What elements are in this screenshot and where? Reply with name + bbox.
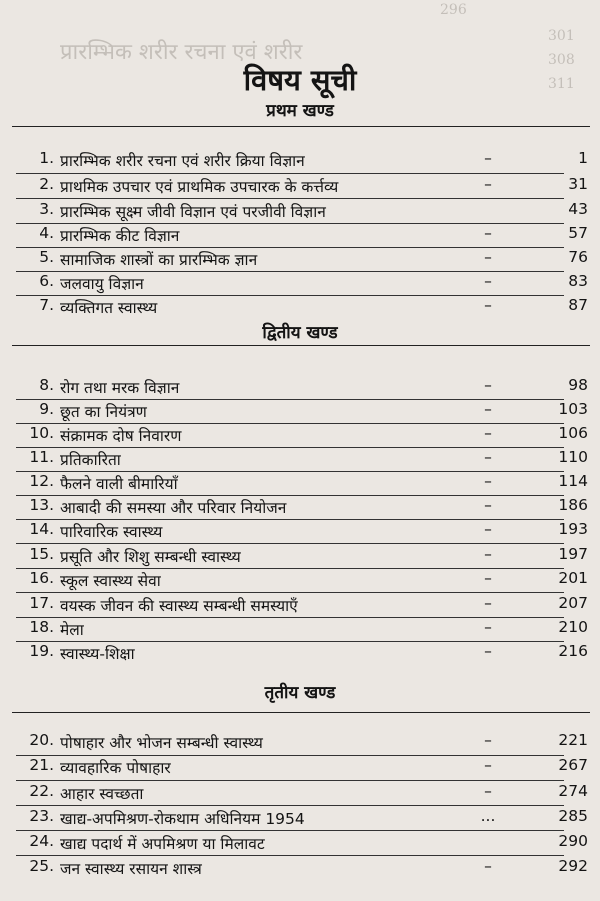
entry-number: 25. [29, 857, 54, 875]
entry-page: 87 [568, 296, 588, 314]
entry-title: व्यक्तिगत स्वास्थ्य [60, 299, 158, 317]
entry-dash: – [484, 376, 492, 394]
row-divider [16, 198, 564, 199]
entry-number: 12. [29, 472, 54, 490]
toc-entry [20, 424, 588, 448]
section-divider [12, 345, 590, 346]
entry-title: प्रारम्भिक कीट विज्ञान [60, 227, 180, 245]
section-heading-1: प्रथम खण्ड [266, 101, 334, 121]
entry-title: प्रसूति और शिशु सम्बन्धी स्वास्थ्य [60, 548, 241, 566]
entry-title: जलवायु विज्ञान [60, 275, 144, 293]
toc-entry [20, 149, 588, 173]
entry-page: 193 [558, 520, 588, 538]
entry-number: 21. [29, 756, 54, 774]
entry-page: 1 [578, 149, 588, 167]
entry-dash: – [484, 594, 492, 612]
toc-entry [20, 545, 588, 569]
entry-number: 11. [29, 448, 54, 466]
entry-page: 201 [558, 569, 588, 587]
entry-dash: – [484, 618, 492, 636]
row-divider [16, 543, 564, 544]
toc-page: 296 301 308 311 प्रारम्भिक शरीर रचना एवं शरीर विषय सूची प्रथम खण्ड 1. प्रारम्भिक शरीर रचना एवं शरीर क्रिया विज्ञान – 1 2. प्राथमिक उपचार एवं प्राथमिक उपचारक के कर्त्तव्य – 31 3. प्रारम्भिक सूक्ष्म जीवी विज्ञान एवं परजीवी विज्ञान 43 4. प्रारम्भिक कीट विज्ञान – 57 5. सामाजिक शास्त्रों का प्रारम्भिक ज्ञान – 76 6. जलवायु विज्ञान – 83 7. व्यक्तिगत स्वास्थ्य – 87 द्वितीय खण्ड 8. रोग तथा मरक विज्ञान – 98 9. छूत का नियंत्रण – 103 10. संक्रामक दोष निवारण – 106 11. प्रतिकारिता – 110 12. फैलने वाली बीमारियाँ – 114 13. आबादी की समस्या और परिवार नियोजन – 186 14. पारिवारिक स्वास्थ्य – 193 15. प्रसूति और शिशु सम्बन्धी स्वास्थ्य – 197 16. स्कूल स्वास्थ्य सेवा – 201 17. वयस्क जीवन की स्वास्थ्य सम्बन्धी समस्याएँ – 207 18. मेला – 210 19. स्वास्थ्य-शिक्षा – 216 तृतीय खण्ड 20. पोषाहार और भोजन सम्बन्धी स्वास्थ्य – 221 21. व्यावहारिक पोषाहार – 267 22. आहार स्वच्छता – 274 23. खाद्य-अपमिश्रण-रोकथाम अधिनियम 1954 ... 285 24. खाद्य पदार्थ में अपमिश्रण या मिलावट 290 25. जन स्वास्थ्य रसायन शास्त्र – 292 [0, 0, 600, 901]
entry-dash: – [484, 569, 492, 587]
row-divider [16, 805, 564, 806]
entry-page: 106 [558, 424, 588, 442]
entry-number: 7. [39, 296, 54, 314]
section-heading-3: तृतीय खण्ड [264, 683, 336, 703]
row-divider [16, 592, 564, 593]
entry-page: 267 [558, 756, 588, 774]
toc-entry [20, 400, 588, 424]
entry-page: 197 [558, 545, 588, 563]
toc-entry [20, 248, 588, 272]
entry-page: 110 [558, 448, 588, 466]
entry-dash: – [484, 520, 492, 538]
entry-title: प्राथमिक उपचार एवं प्राथमिक उपचारक के कर्त्तव्य [60, 178, 339, 196]
entry-dash: ... [480, 807, 496, 825]
entry-dash: – [484, 472, 492, 490]
entry-title: मेला [60, 621, 84, 639]
entry-page: 274 [558, 782, 588, 800]
entry-number: 8. [39, 376, 54, 394]
entry-title: स्वास्थ्य-शिक्षा [60, 645, 135, 663]
entry-dash: – [484, 756, 492, 774]
row-divider [16, 830, 564, 831]
entry-number: 13. [29, 496, 54, 514]
entry-dash: – [484, 731, 492, 749]
entry-number: 19. [29, 642, 54, 660]
entry-dash: – [484, 248, 492, 266]
entry-number: 20. [29, 731, 54, 749]
entry-page: 57 [568, 224, 588, 242]
entry-number: 18. [29, 618, 54, 636]
section-divider [12, 712, 590, 713]
entry-number: 3. [39, 200, 54, 218]
entry-number: 5. [39, 248, 54, 266]
toc-entry [20, 594, 588, 618]
entry-page: 114 [558, 472, 588, 490]
toc-entry [20, 520, 588, 544]
entry-page: 290 [558, 832, 588, 850]
entry-dash: – [484, 545, 492, 563]
entry-title: पोषाहार और भोजन सम्बन्धी स्वास्थ्य [60, 734, 263, 752]
entry-number: 15. [29, 545, 54, 563]
entry-title: व्यावहारिक पोषाहार [60, 759, 171, 777]
entry-number: 2. [39, 175, 54, 193]
entry-dash: – [484, 272, 492, 290]
toc-title: विषय सूची [243, 63, 357, 97]
entry-page: 207 [558, 594, 588, 612]
entry-number: 23. [29, 807, 54, 825]
entry-dash: – [484, 448, 492, 466]
entry-dash: – [484, 400, 492, 418]
entry-page: 43 [568, 200, 588, 218]
entry-dash: – [484, 857, 492, 875]
entry-title: फैलने वाली बीमारियाँ [60, 475, 178, 493]
toc-entry [20, 175, 588, 199]
toc-entry [20, 496, 588, 520]
entry-dash: – [484, 782, 492, 800]
entry-dash: – [484, 296, 492, 314]
entry-dash: – [484, 642, 492, 660]
toc-entry [20, 857, 588, 881]
toc-entry [20, 448, 588, 472]
entry-number: 1. [39, 149, 54, 167]
entry-page: 31 [568, 175, 588, 193]
entry-number: 17. [29, 594, 54, 612]
toc-entry [20, 756, 588, 780]
entry-title: संक्रामक दोष निवारण [60, 427, 182, 445]
entry-page: 221 [558, 731, 588, 749]
toc-entry [20, 472, 588, 496]
entry-page: 76 [568, 248, 588, 266]
entry-title: प्रारम्भिक शरीर रचना एवं शरीर क्रिया विज्ञान [60, 152, 305, 170]
entry-number: 22. [29, 782, 54, 800]
toc-entry [20, 618, 588, 642]
entry-number: 16. [29, 569, 54, 587]
entry-page: 103 [558, 400, 588, 418]
entry-page: 216 [558, 642, 588, 660]
entry-number: 24. [29, 832, 54, 850]
toc-entry [20, 642, 588, 666]
toc-entry [20, 731, 588, 755]
toc-entry [20, 296, 588, 320]
entry-title: खाद्य-अपमिश्रण-रोकथाम अधिनियम 1954 [60, 810, 305, 828]
entry-number: 4. [39, 224, 54, 242]
toc-entry [20, 200, 588, 224]
toc-entry [20, 569, 588, 593]
toc-entry [20, 782, 588, 806]
entry-page: 285 [558, 807, 588, 825]
entry-page: 186 [558, 496, 588, 514]
entry-title: स्कूल स्वास्थ्य सेवा [60, 572, 161, 590]
entry-page: 98 [568, 376, 588, 394]
entry-title: रोग तथा मरक विज्ञान [60, 379, 180, 397]
entry-page: 210 [558, 618, 588, 636]
entry-dash: – [484, 175, 492, 193]
entry-number: 14. [29, 520, 54, 538]
entry-title: प्रारम्भिक सूक्ष्म जीवी विज्ञान एवं परजीवी विज्ञान [60, 203, 326, 221]
toc-entry [20, 832, 588, 856]
entry-dash: – [484, 224, 492, 242]
entry-dash: – [484, 424, 492, 442]
entry-title: सामाजिक शास्त्रों का प्रारम्भिक ज्ञान [60, 251, 258, 269]
row-divider [16, 173, 564, 174]
entry-title: आबादी की समस्या और परिवार नियोजन [60, 499, 287, 517]
entry-title: पारिवारिक स्वास्थ्य [60, 523, 163, 541]
toc-entry [20, 272, 588, 296]
entry-title: आहार स्वच्छता [60, 785, 144, 803]
row-divider [16, 855, 564, 856]
entry-title: प्रतिकारिता [60, 451, 121, 469]
row-divider [16, 780, 564, 781]
entry-title: छूत का नियंत्रण [60, 403, 147, 421]
entry-page: 292 [558, 857, 588, 875]
entry-page: 83 [568, 272, 588, 290]
toc-entry [20, 376, 588, 400]
entry-title: वयस्क जीवन की स्वास्थ्य सम्बन्धी समस्याएँ [60, 597, 298, 615]
entry-number: 9. [39, 400, 54, 418]
entry-dash: – [484, 496, 492, 514]
toc-entry [20, 807, 588, 831]
section-divider [12, 126, 590, 127]
toc-entry [20, 224, 588, 248]
entry-title: जन स्वास्थ्य रसायन शास्त्र [60, 860, 202, 878]
entry-number: 10. [29, 424, 54, 442]
entry-dash: – [484, 149, 492, 167]
section-heading-2: द्वितीय खण्ड [262, 323, 338, 343]
entry-number: 6. [39, 272, 54, 290]
entry-title: खाद्य पदार्थ में अपमिश्रण या मिलावट [60, 835, 265, 853]
